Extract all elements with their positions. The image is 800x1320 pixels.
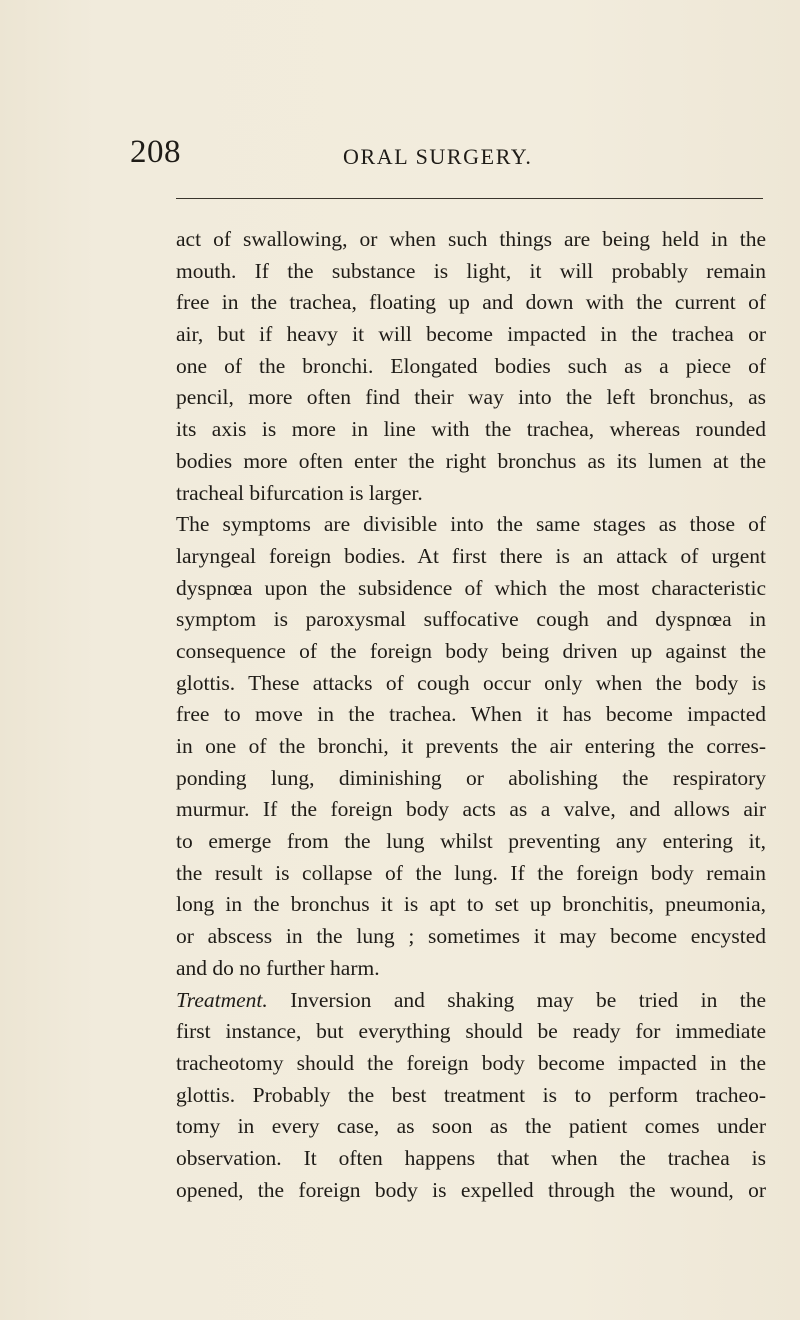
text-line-treatment (176, 985, 766, 1017)
text-line: ponding lung, diminishing or abolishing the respiratory (176, 765, 766, 790)
running-title: ORAL SURGERY. (343, 144, 533, 169)
text-line: act of swallowing, or when such things are being held in the (176, 227, 766, 251)
text-line: its axis is more in line with the trachea, whereas rounded (176, 417, 766, 442)
text-line: glottis. These attacks of cough occur only when the body is (176, 670, 766, 695)
text-line: free to move in the trachea. When it has become impacted (176, 702, 766, 727)
text-line: free in the trachea, floating up and down with the current of (176, 290, 766, 315)
text-line: consequence of the foreign body being driven up against the (176, 638, 766, 663)
page-number: 208 (130, 134, 181, 170)
text-line: air, but if heavy it will become impacted in the trachea or (176, 322, 766, 347)
text-line: symptom is paroxysmal suffocative cough and dyspnœa in (176, 607, 766, 632)
treatment-text: Inversion and shaking may be tried in the (290, 987, 767, 1012)
text-line: opened, the foreign body is expelled through the wound, or (176, 1177, 766, 1202)
header-rule (176, 198, 763, 199)
text-line: glottis. Probably the best treatment is to perform tracheo- (176, 1082, 766, 1107)
text-line: and do no further harm. (176, 955, 380, 980)
text-line: pencil, more often find their way into the left bronchus, as (176, 385, 766, 410)
text-line: first instance, but everything should be ready for immediate (176, 1019, 766, 1044)
text-line: laryngeal foreign bodies. At first there is an attack of urgent (176, 543, 766, 568)
text-line: the result is collapse of the lung. If the foreign body remain (176, 860, 766, 885)
treatment-heading: Treatment. (176, 987, 268, 1012)
text-line: bodies more often enter the right bronchus as its lumen at the (176, 448, 766, 473)
text-line: long in the bronchus it is apt to set up bronchitis, pneumonia, (176, 892, 766, 917)
text-line: observation. It often happens that when the trachea is (176, 1145, 766, 1170)
text-line: murmur. If the foreign body acts as a valve, and allows air (176, 797, 766, 822)
text-line: The symptoms are divisible into the same stages as those of (176, 512, 766, 537)
text-line: tracheal bifurcation is larger. (176, 480, 423, 505)
text-line: to emerge from the lung whilst preventing any entering it, (176, 829, 766, 854)
text-line: in one of the bronchi, it prevents the air entering the corres- (176, 734, 766, 758)
text-line: tomy in every case, as soon as the patient comes under (176, 1114, 766, 1139)
body-text (176, 224, 766, 1206)
text-line: tracheotomy should the foreign body become impacted in the (176, 1050, 766, 1075)
text-line: mouth. If the substance is light, it will probably remain (176, 258, 766, 283)
running-head (0, 132, 800, 172)
text-line: dyspnœa upon the subsidence of which the most characteristic (176, 575, 766, 600)
text-line: one of the bronchi. Elongated bodies such as a piece of (176, 353, 766, 378)
text-line: or abscess in the lung ; sometimes it may become encysted (176, 924, 766, 949)
